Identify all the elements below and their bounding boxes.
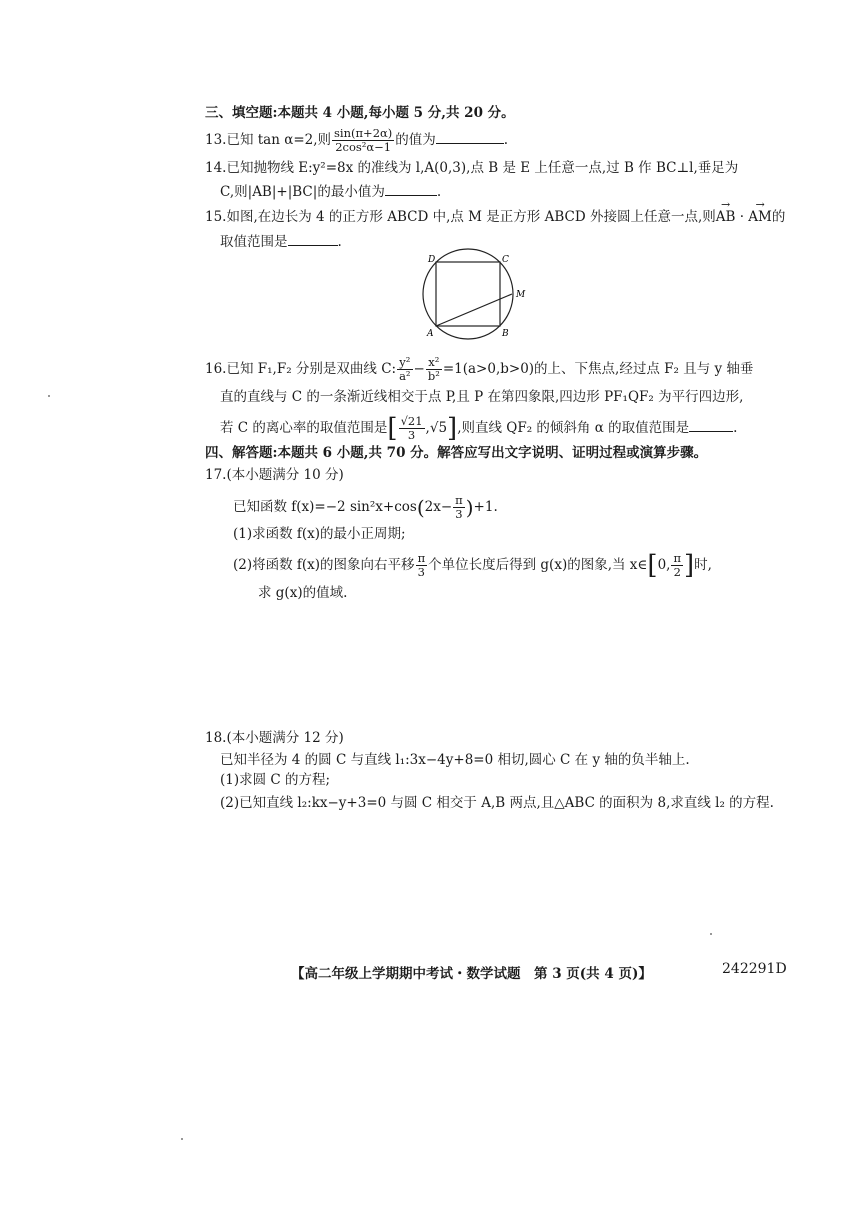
question-15-line1 [205, 207, 785, 227]
vector-am: → AM [748, 207, 772, 227]
question-13 [205, 127, 508, 154]
question-16-line3 [220, 415, 737, 442]
q15-suffix: 的 [771, 209, 786, 225]
q15-end: . [337, 234, 342, 250]
q17-stem-suffix: +1. [473, 499, 498, 515]
q17-shift-pi: π [417, 551, 426, 565]
q16-frac-y [397, 356, 412, 383]
q15-line2-text: 取值范围是 [220, 234, 288, 250]
q17-pi: π [455, 493, 463, 507]
q16-range-den: 3 [407, 428, 416, 442]
q13-fraction [332, 127, 394, 154]
q17-pi-over-2 [671, 552, 683, 579]
q16-suffix: =1(a>0,b>0)的上、下焦点,经过点 F₂ 且与 y 轴垂 [442, 361, 754, 377]
q14-line2-text: C,则|AB|+|BC|的最小值为 [220, 184, 385, 200]
q13-frac-den: 2cos²α−1 [335, 140, 392, 154]
question-18-part1: (1)求圆 C 的方程; [220, 772, 331, 788]
q16-end: . [733, 420, 738, 436]
scan-speck [181, 1138, 183, 1140]
label-m: M [516, 290, 526, 300]
q14-answer-blank [385, 181, 437, 196]
q17-right-paren: ) [465, 495, 474, 520]
question-16-line1 [205, 356, 753, 383]
q14-end: . [436, 184, 442, 200]
q17-three: 3 [455, 507, 463, 521]
section-4-heading: 四、解答题:本题共 6 小题,共 70 分。解答应写出文字说明、证明过程或演算步骤。 [205, 445, 708, 461]
q17-inner-prefix: 2x− [424, 499, 453, 515]
label-c: C [502, 255, 509, 265]
circle-square-figure [412, 248, 532, 343]
q15-prefix: 15.如图,在边长为 4 的正方形 ABCD 中,点 M 是正方形 ABCD 外接圆上任意一点,则 [205, 209, 716, 225]
q17-shift-three: 3 [417, 565, 425, 579]
question-18-part2: (2)已知直线 l₂:kx−y+3=0 与圆 C 相交于 A,B 两点,且△ABC 的面积为 8,求直线 l₂ 的方程. [220, 795, 774, 811]
q13-frac-num: sin(π+2α) [334, 126, 393, 140]
q13-answer-blank [436, 129, 504, 144]
label-b: B [502, 329, 509, 339]
scan-speck [710, 933, 712, 935]
exam-code: 242291D [722, 961, 787, 977]
segment-am [436, 294, 512, 326]
q17-pi-over-3 [453, 494, 465, 521]
q15-answer-blank [288, 231, 338, 246]
q17-left-paren: ( [416, 495, 425, 520]
question-17-stem [233, 494, 498, 521]
q17-right-bracket: ] [684, 550, 695, 581]
q15-dot: · [735, 209, 749, 225]
question-17-part1: (1)求函数 f(x)的最小正周期; [233, 526, 406, 542]
q16-frac-x-den: b² [427, 369, 440, 383]
question-14-line1: 14.已知抛物线 E:y²=8x 的准线为 l,A(0,3),点 B 是 E 上任意一点,过 B 作 BC⊥l,垂足为 [205, 160, 739, 176]
q16-range-num: √21 [400, 414, 423, 428]
q16-answer-blank [689, 417, 733, 432]
q17-part2-mid: 个单位长度后得到 g(x)的图象,当 x∈ [428, 557, 648, 573]
section-3-heading: 三、填空题:本题共 4 小题,每小题 5 分,共 20 分。 [205, 105, 515, 121]
q16-frac-x [426, 356, 442, 383]
q16-frac-y-num: y² [397, 356, 412, 370]
q13-suffix: 的值为 [395, 132, 436, 148]
q17-shift-fraction [416, 552, 428, 579]
question-14-line2 [220, 181, 441, 202]
question-15-line2 [220, 231, 342, 252]
label-a: A [427, 329, 434, 339]
q16-range-fraction [399, 415, 425, 442]
q16-prefix: 16.已知 F₁,F₂ 分别是双曲线 C: [205, 361, 397, 377]
q17-interval-pi: π [673, 551, 682, 565]
q17-part2-prefix: (2)将函数 f(x)的图象向右平移 [233, 557, 415, 573]
q16-frac-y-den: a² [399, 369, 411, 383]
q16-line3-prefix: 若 C 的离心率的取值范围是 [220, 420, 388, 436]
q13-prefix: 13.已知 tan α=2,则 [205, 132, 332, 148]
q17-interval-start: 0, [657, 557, 671, 573]
q16-line3-suffix: ,则直线 QF₂ 的倾斜角 α 的取值范围是 [457, 420, 690, 436]
question-18-stem: 已知半径为 4 的圆 C 与直线 l₁:3x−4y+8=0 相切,圆心 C 在 y 轴的负半轴上. [220, 752, 690, 768]
label-d: D [428, 255, 436, 265]
scan-speck [48, 395, 50, 397]
q16-range-sep: ,√5 [425, 420, 448, 436]
question-18-title: 18.(本小题满分 12 分) [205, 730, 344, 746]
q16-right-bracket: ] [447, 413, 458, 444]
q17-interval-two: 2 [673, 565, 681, 579]
page-footer: 【高二年级上学期期中考试・数学试题 第 3 页(共 4 页)】 [291, 966, 652, 982]
q13-end: . [503, 132, 509, 148]
q17-stem-prefix: 已知函数 f(x)=−2 sin²x+cos [233, 499, 417, 515]
q16-left-bracket: [ [387, 413, 398, 444]
question-17-part2-line2: 求 g(x)的值域. [258, 585, 348, 601]
question-17-title: 17.(本小题满分 10 分) [205, 467, 344, 483]
square-abcd [436, 262, 500, 326]
question-17-part2 [233, 552, 712, 579]
question-16-line2: 直的直线与 C 的一条渐近线相交于点 P,且 P 在第四象限,四边形 PF₁QF₂ 为平行四边形, [220, 389, 744, 405]
q17-left-bracket: [ [647, 550, 658, 581]
q16-minus: − [413, 361, 425, 377]
q17-part2-suffix: 时, [694, 557, 712, 573]
q16-frac-x-num: x² [426, 356, 442, 370]
vector-ab: → AB [716, 207, 736, 227]
